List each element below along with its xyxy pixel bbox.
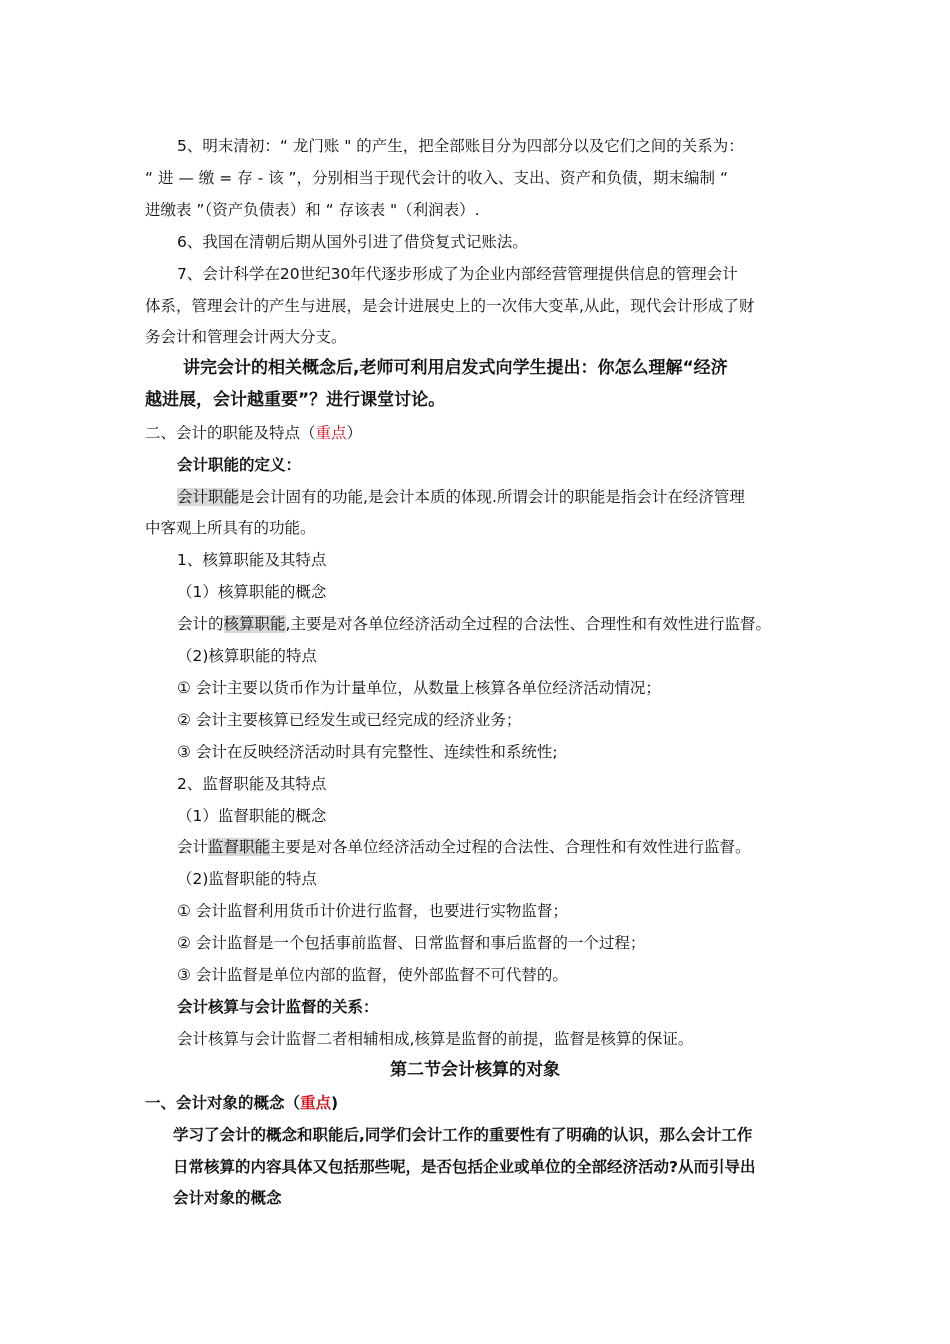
- intro-paragraph-line-1: 学习了会计的概念和职能后,同学们会计工作的重要性有了明确的认识，那么会计工作: [173, 1126, 753, 1144]
- relationship-text: 会计核算与会计监督二者相辅相成,核算是监督的前提，监督是核算的保证。: [177, 1030, 694, 1048]
- paragraph-item-6: 6、我国在清朝后期从国外引进了借贷复式记账法。: [177, 233, 528, 251]
- paragraph-item-7-line-3: 务会计和管理会计两大分支。: [145, 328, 347, 346]
- description-text: ,主要是对各单位经济活动全过程的合法性、合理性和有效性进行监督。: [285, 615, 771, 633]
- discussion-prompt-line-2: 越进展，会计越重要”？进行课堂讨论。: [145, 390, 446, 410]
- item-accounting-function: 1、核算职能及其特点: [177, 551, 327, 569]
- highlighted-term: 会计职能: [177, 488, 240, 506]
- heading-text: 一、会计对象的概念（: [145, 1094, 301, 1112]
- highlighted-term: 核算职能: [223, 615, 286, 633]
- subheading-relationship: 会计核算与会计监督的关系：: [177, 998, 379, 1016]
- accounting-feature-3: ③ 会计在反映经济活动时具有完整性、连续性和系统性;: [177, 743, 558, 761]
- definition-text: 是会计固有的功能,是会计本质的体现.所谓会计的职能是指会计在经济管理: [239, 488, 745, 506]
- heading-accounting-object-concept: [145, 1093, 338, 1113]
- highlighted-term: 监督职能: [208, 838, 271, 856]
- item-accounting-concept: （1）核算职能的概念: [177, 583, 327, 601]
- accounting-feature-2: ② 会计主要核算已经发生或已经完成的经济业务；: [177, 711, 522, 729]
- subheading-function-definition: 会计职能的定义：: [177, 456, 302, 474]
- key-point-marker: 重点: [315, 424, 347, 442]
- paragraph-item-5-line-2: “ 进 — 缴 = 存 - 该 ”，分别相当于现代会计的收入、支出、资产和负债，期末编制 “: [145, 169, 729, 187]
- accounting-function-description: [177, 614, 771, 634]
- supervision-feature-3: ③ 会计监督是单位内部的监督，使外部监督不可代替的。: [177, 966, 568, 984]
- paragraph-item-7-line-2: 体系，管理会计的产生与进展，是会计进展史上的一次伟大变革,从此，现代会计形成了财: [145, 297, 755, 315]
- heading-text-end: ）: [346, 424, 363, 442]
- section-title-accounting-object: 第二节会计核算的对象: [390, 1060, 560, 1080]
- item-accounting-features: （2)核算职能的特点: [177, 647, 317, 665]
- supervision-feature-2: ② 会计监督是一个包括事前监督、日常监督和事后监督的一个过程；: [177, 934, 646, 952]
- key-point-marker: 重点: [300, 1094, 332, 1112]
- section-heading-functions: [145, 423, 362, 443]
- intro-paragraph-line-3: 会计对象的概念: [173, 1189, 282, 1207]
- paragraph-item-5-line-3: 进缴表 ”（资产负债表）和 “ 存该表 "（利润表）.: [145, 201, 480, 219]
- description-text: 主要是对各单位经济活动全过程的合法性、合理性和有效性进行监督。: [270, 838, 751, 856]
- accounting-feature-1: ① 会计主要以货币作为计量单位，从数量上核算各单位经济活动情况；: [177, 679, 661, 697]
- item-supervision-concept: （1）监督职能的概念: [177, 807, 327, 825]
- intro-paragraph-line-2: 日常核算的内容具体又包括那些呢，是否包括企业或单位的全部经济活动?从而引导出: [173, 1158, 756, 1176]
- supervision-feature-1: ① 会计监督利用货币计价进行监督，也要进行实物监督；: [177, 902, 568, 920]
- discussion-prompt-line-1: 讲完会计的相关概念后,老师可利用启发式向学生提出：你怎么理解“经济: [183, 358, 728, 378]
- description-prefix: 会计的: [177, 615, 224, 633]
- item-supervision-function: 2、监督职能及其特点: [177, 775, 327, 793]
- paragraph-item-7-line-1: 7、会计科学在20世纪30年代逐步形成了为企业内部经营管理提供信息的管理会计: [177, 265, 738, 283]
- definition-line-2: 中客观上所具有的功能。: [145, 519, 316, 537]
- paragraph-item-5-line-1: 5、明末清初：“ 龙门账 " 的产生，把全部账目分为四部分以及它们之间的关系为：: [177, 137, 744, 155]
- definition-line-1: [177, 487, 745, 507]
- description-prefix: 会计: [177, 838, 209, 856]
- heading-text: 二、会计的职能及特点（: [145, 424, 316, 442]
- item-supervision-features: （2)监督职能的特点: [177, 870, 317, 888]
- supervision-function-description: [177, 837, 751, 857]
- heading-text-end: ): [331, 1094, 339, 1112]
